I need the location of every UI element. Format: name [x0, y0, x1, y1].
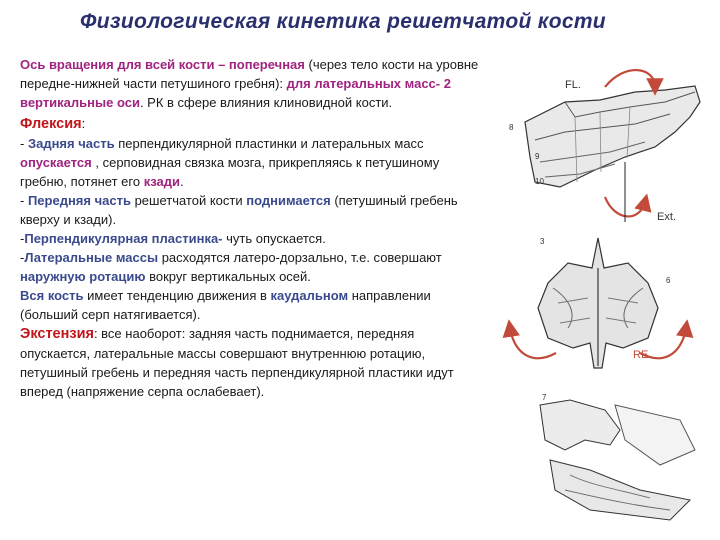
flexion-item-4	[20, 248, 486, 286]
extension-label: Экстензия	[20, 326, 94, 342]
flexion-heading	[20, 114, 486, 134]
body-text	[20, 55, 486, 401]
posterior-part: Задняя часть	[27, 136, 115, 151]
ethmoid-sketch-illustration	[530, 390, 710, 535]
text-span: перпендикулярной пластинки и латеральных масс	[114, 136, 424, 151]
label-3: 3	[540, 237, 545, 246]
perpendicular-plate: Перпендикулярная пластинка-	[24, 231, 223, 246]
text-span: чуть опускается.	[222, 231, 326, 246]
axis-term: Ось вращения для всей кости – поперечная	[20, 57, 305, 72]
text-span: (петушиный гребень кверху и кзади).	[20, 193, 458, 227]
whole-bone: Вся кость	[20, 288, 84, 303]
dash: -	[20, 136, 28, 151]
rises-term: поднимается	[246, 193, 331, 208]
label-6: 6	[666, 276, 671, 285]
text-span: вокруг вертикальных осей.	[145, 269, 311, 284]
dash: -	[20, 250, 25, 265]
axis-paragraph	[20, 55, 486, 112]
text-span: направлении (больший серп натягивается).	[20, 288, 431, 322]
label-8: 8	[509, 123, 514, 132]
text-span: .	[179, 174, 184, 189]
external-rotation: наружную ротацию	[20, 269, 146, 284]
ext-label: Ext.	[657, 211, 676, 223]
label-10: 10	[535, 177, 544, 186]
fl-label: FL.	[565, 79, 581, 91]
flexion-item-1	[20, 134, 486, 191]
caudal-term: каудальном	[270, 288, 349, 303]
extension-paragraph	[20, 324, 486, 401]
flexion-colon: :	[81, 116, 86, 131]
descends-term: опускается	[20, 155, 92, 170]
flexion-item-3	[20, 229, 486, 248]
re-label: RE	[633, 349, 649, 361]
anterior-part: Передняя часть	[27, 193, 131, 208]
axis-note: . РК в сфере влияния клиновидной кости.	[139, 95, 393, 110]
text-span: расходятся латеро-дорзально, т.е. совершают	[158, 250, 442, 265]
label-7: 7	[542, 393, 547, 402]
flexion-item-5	[20, 286, 486, 324]
lateral-masses: Латеральные массы	[24, 250, 159, 265]
dash: -	[20, 193, 28, 208]
lateral-axis-term: для латеральных масс- 2 вертикальные оси	[20, 76, 451, 110]
backward-term: кзади	[143, 174, 180, 189]
page-title: Физиологическая кинетика решетчатой кости	[80, 10, 606, 33]
ethmoid-posterior-view-illustration	[498, 228, 708, 388]
axis-desc: (через тело кости на уровне передне-нижней части петушиного гребня):	[20, 57, 479, 91]
flexion-item-2	[20, 191, 486, 229]
text-span: имеет тенденцию движения в	[83, 288, 271, 303]
ethmoid-side-view-illustration	[505, 62, 710, 227]
dash: -	[20, 231, 25, 246]
label-9: 9	[535, 152, 540, 161]
extension-text: : все наоборот: задняя часть поднимается, передняя опускается, латеральные массы совершают внутреннюю ротацию, петушиный гребень и передняя часть перпендикулярной пластики идут вперед (напряжение серпа ослабевает).	[20, 326, 454, 399]
text-span: , серповидная связка мозга, прикрепляясь к петушиному гребню, потянет его	[20, 155, 440, 189]
flexion-label: Флексия	[20, 116, 82, 132]
text-span: решетчатой кости	[130, 193, 247, 208]
